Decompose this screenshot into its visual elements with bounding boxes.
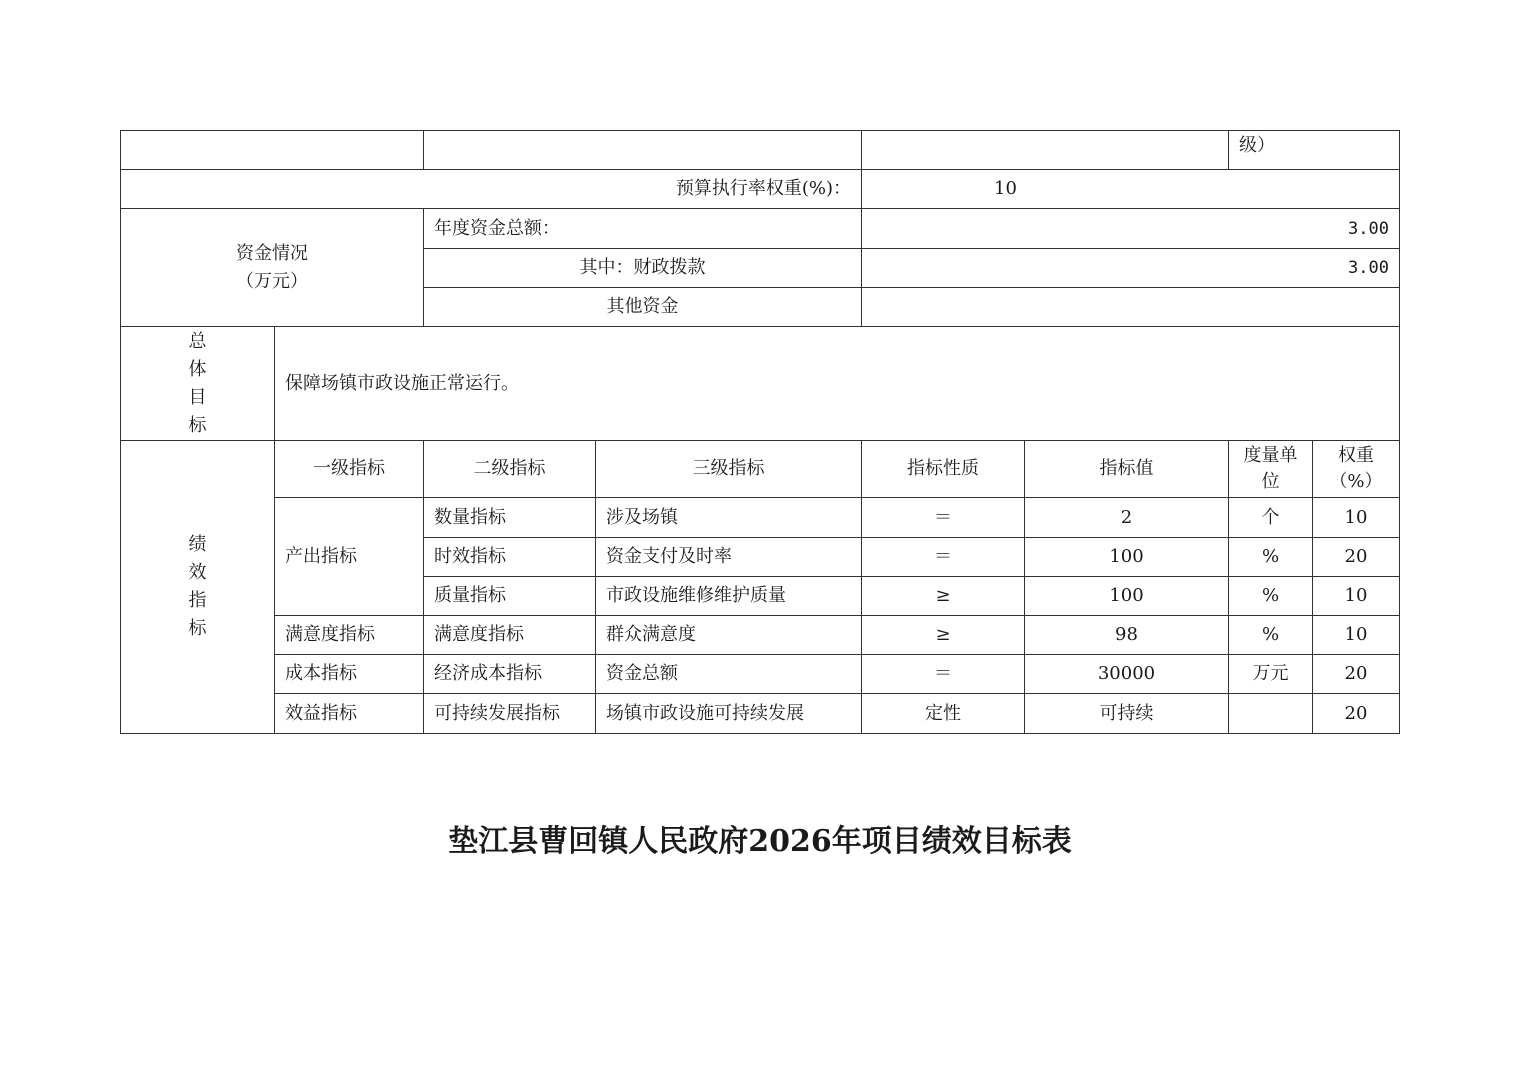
header-level3: 三级指标 bbox=[596, 441, 862, 498]
row-weight: 10 bbox=[1313, 577, 1400, 616]
perf-char-1: 绩 bbox=[188, 534, 207, 555]
row-unit: % bbox=[1229, 577, 1313, 616]
row-weight: 10 bbox=[1313, 616, 1400, 655]
perf-char-4: 标 bbox=[188, 618, 207, 639]
row-nature: ≥ bbox=[862, 616, 1025, 655]
funds-other-value bbox=[862, 288, 1400, 327]
table-row bbox=[121, 694, 1400, 734]
row-nature: ＝ bbox=[862, 538, 1025, 577]
performance-label bbox=[121, 441, 275, 734]
row-level1: 产出指标 bbox=[275, 498, 424, 616]
header-value: 指标值 bbox=[1025, 441, 1229, 498]
goal-char-1: 总 bbox=[188, 330, 207, 352]
header-weight-line2: （%） bbox=[1329, 471, 1383, 492]
row-level3: 场镇市政设施可持续发展 bbox=[596, 694, 862, 734]
row-level3: 市政设施维修维护质量 bbox=[596, 577, 862, 616]
row-nature: ＝ bbox=[862, 498, 1025, 538]
budget-rate-label: 预算执行率权重(%)： bbox=[121, 170, 862, 209]
funds-fiscal-label: 其中：财政拨款 bbox=[424, 249, 862, 288]
goal-char-3: 目 bbox=[188, 386, 207, 408]
row-level2: 数量指标 bbox=[424, 498, 596, 538]
row-level1: 满意度指标 bbox=[275, 616, 424, 655]
row-unit bbox=[1229, 694, 1313, 734]
header-weight-line1: 权重 bbox=[1338, 445, 1374, 466]
row-weight: 20 bbox=[1313, 538, 1400, 577]
goal-char-2: 体 bbox=[188, 358, 207, 380]
header-unit bbox=[1229, 441, 1313, 498]
row-level1: 成本指标 bbox=[275, 655, 424, 694]
header-level2: 二级指标 bbox=[424, 441, 596, 498]
header-level1: 一级指标 bbox=[275, 441, 424, 498]
carryover-cell-2 bbox=[424, 131, 862, 170]
row-level3: 涉及场镇 bbox=[596, 498, 862, 538]
performance-target-table bbox=[120, 130, 1400, 734]
header-weight bbox=[1313, 441, 1400, 498]
row-weight: 10 bbox=[1313, 498, 1400, 538]
funds-other-label: 其他资金 bbox=[424, 288, 862, 327]
carryover-cell-3 bbox=[862, 131, 1229, 170]
row-unit: % bbox=[1229, 538, 1313, 577]
row-level2: 质量指标 bbox=[424, 577, 596, 616]
row-unit: 个 bbox=[1229, 498, 1313, 538]
row-value: 可持续 bbox=[1025, 694, 1229, 734]
next-table-title: 垫江县曹回镇人民政府2026年项目绩效目标表 bbox=[448, 824, 1072, 859]
row-level2: 经济成本指标 bbox=[424, 655, 596, 694]
header-unit-line1: 度量单 bbox=[1243, 445, 1298, 466]
row-nature: ≥ bbox=[862, 577, 1025, 616]
overall-goal-label bbox=[121, 327, 275, 441]
row-nature: 定性 bbox=[862, 694, 1025, 734]
carryover-cell-1 bbox=[121, 131, 424, 170]
performance-header-row bbox=[121, 441, 1400, 498]
overall-goal-row bbox=[121, 327, 1400, 441]
row-value: 98 bbox=[1025, 616, 1229, 655]
funds-total-value: 3.00 bbox=[862, 209, 1400, 249]
funds-label-line1: 资金情况 bbox=[236, 242, 308, 264]
budget-rate-row bbox=[121, 170, 1400, 209]
table-row bbox=[121, 498, 1400, 538]
row-level1: 效益指标 bbox=[275, 694, 424, 734]
row-unit: % bbox=[1229, 616, 1313, 655]
table-row bbox=[121, 616, 1400, 655]
funds-label bbox=[121, 209, 424, 327]
row-nature: ＝ bbox=[862, 655, 1025, 694]
row-level2: 时效指标 bbox=[424, 538, 596, 577]
header-nature: 指标性质 bbox=[862, 441, 1025, 498]
row-value: 100 bbox=[1025, 538, 1229, 577]
table-row bbox=[121, 655, 1400, 694]
row-unit: 万元 bbox=[1229, 655, 1313, 694]
row-level3: 资金支付及时率 bbox=[596, 538, 862, 577]
perf-char-2: 效 bbox=[188, 562, 207, 583]
funds-label-line2: （万元） bbox=[236, 270, 308, 292]
budget-rate-value: 10 bbox=[862, 170, 1400, 209]
overall-goal-text: 保障场镇市政设施正常运行。 bbox=[275, 327, 1400, 441]
funds-fiscal-value: 3.00 bbox=[862, 249, 1400, 288]
row-level2: 可持续发展指标 bbox=[424, 694, 596, 734]
funds-row-total bbox=[121, 209, 1400, 249]
row-weight: 20 bbox=[1313, 694, 1400, 734]
row-value: 30000 bbox=[1025, 655, 1229, 694]
row-weight: 20 bbox=[1313, 655, 1400, 694]
perf-char-3: 指 bbox=[188, 590, 207, 611]
row-value: 100 bbox=[1025, 577, 1229, 616]
row-value: 2 bbox=[1025, 498, 1229, 538]
goal-char-4: 标 bbox=[188, 414, 207, 436]
row-level2: 满意度指标 bbox=[424, 616, 596, 655]
row-level3: 资金总额 bbox=[596, 655, 862, 694]
header-unit-line2: 位 bbox=[1261, 471, 1280, 492]
level-fragment: 级） bbox=[1229, 131, 1400, 170]
funds-total-label: 年度资金总额： bbox=[424, 209, 862, 249]
carryover-row bbox=[121, 131, 1400, 170]
row-level3: 群众满意度 bbox=[596, 616, 862, 655]
